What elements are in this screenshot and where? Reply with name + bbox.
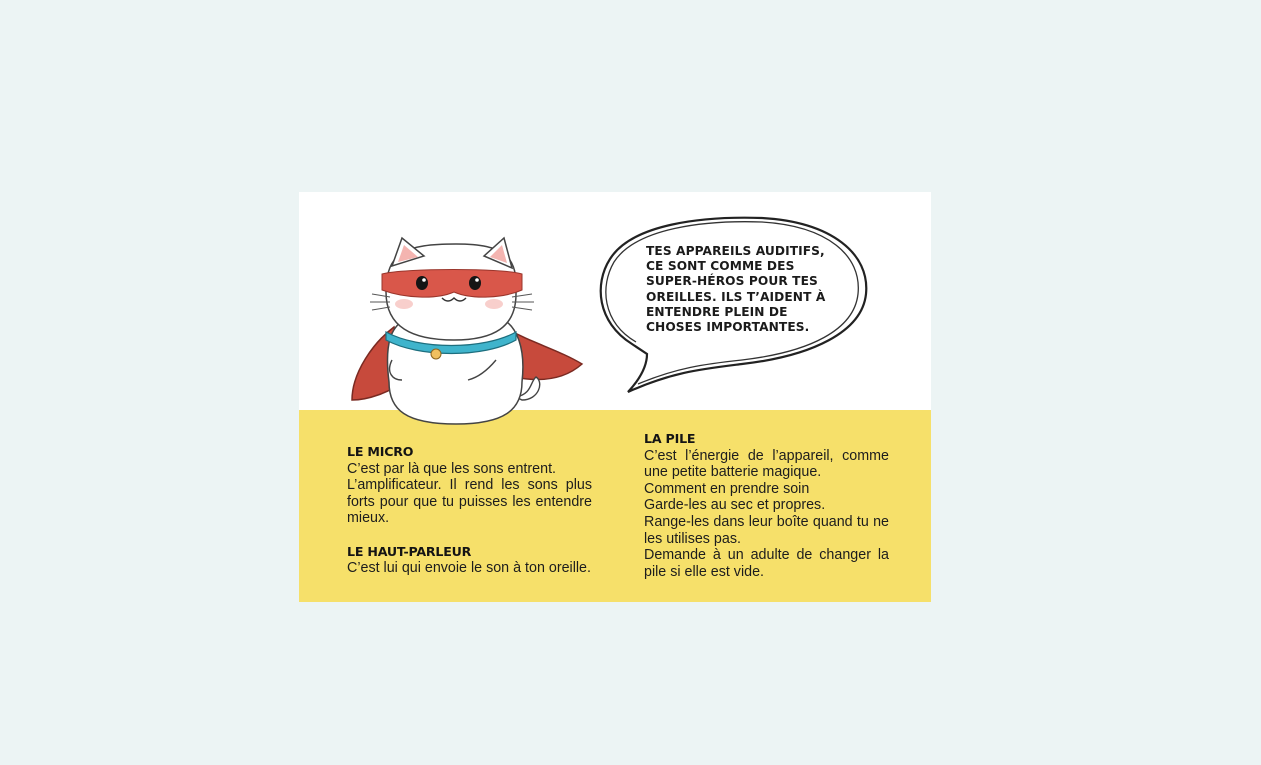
adult-text: Demande à un adulte de changer la pile si elle est vide. [644, 547, 889, 580]
care-heading: Comment en prendre soin [644, 480, 810, 497]
left-column [347, 444, 592, 577]
battery-title: LA PILE [644, 431, 696, 446]
speaker-text: C’est lui qui envoie le son à ton oreille. [347, 560, 591, 577]
superhero-cat-icon [344, 232, 589, 432]
info-card [299, 192, 931, 602]
keep-dry-text: Garde-les au sec et propres. [644, 497, 826, 514]
right-column [644, 431, 889, 580]
bubble-text: TES APPAREILS AUDITIFS, CE SONT COMME DES SUPER-HÉROS POUR TES OREILLES. ILS T’AIDENT À ENTENDRE PLEIN DE CHOSES IMPORTANTES. [646, 244, 826, 335]
micro-text: C’est par là que les sons entrent. [347, 460, 557, 477]
battery-text: C’est l’énergie de l’appareil, comme une petite batterie magique. [644, 447, 889, 481]
amplifier-text: L’amplificateur. Il rend les sons plus forts pour que tu puisses les entendre mieux. [347, 477, 592, 527]
micro-title: LE MICRO [347, 444, 414, 459]
store-text: Range-les dans leur boîte quand tu ne les utilises pas. [644, 513, 889, 547]
speaker-title: LE HAUT-PARLEUR [347, 543, 472, 559]
